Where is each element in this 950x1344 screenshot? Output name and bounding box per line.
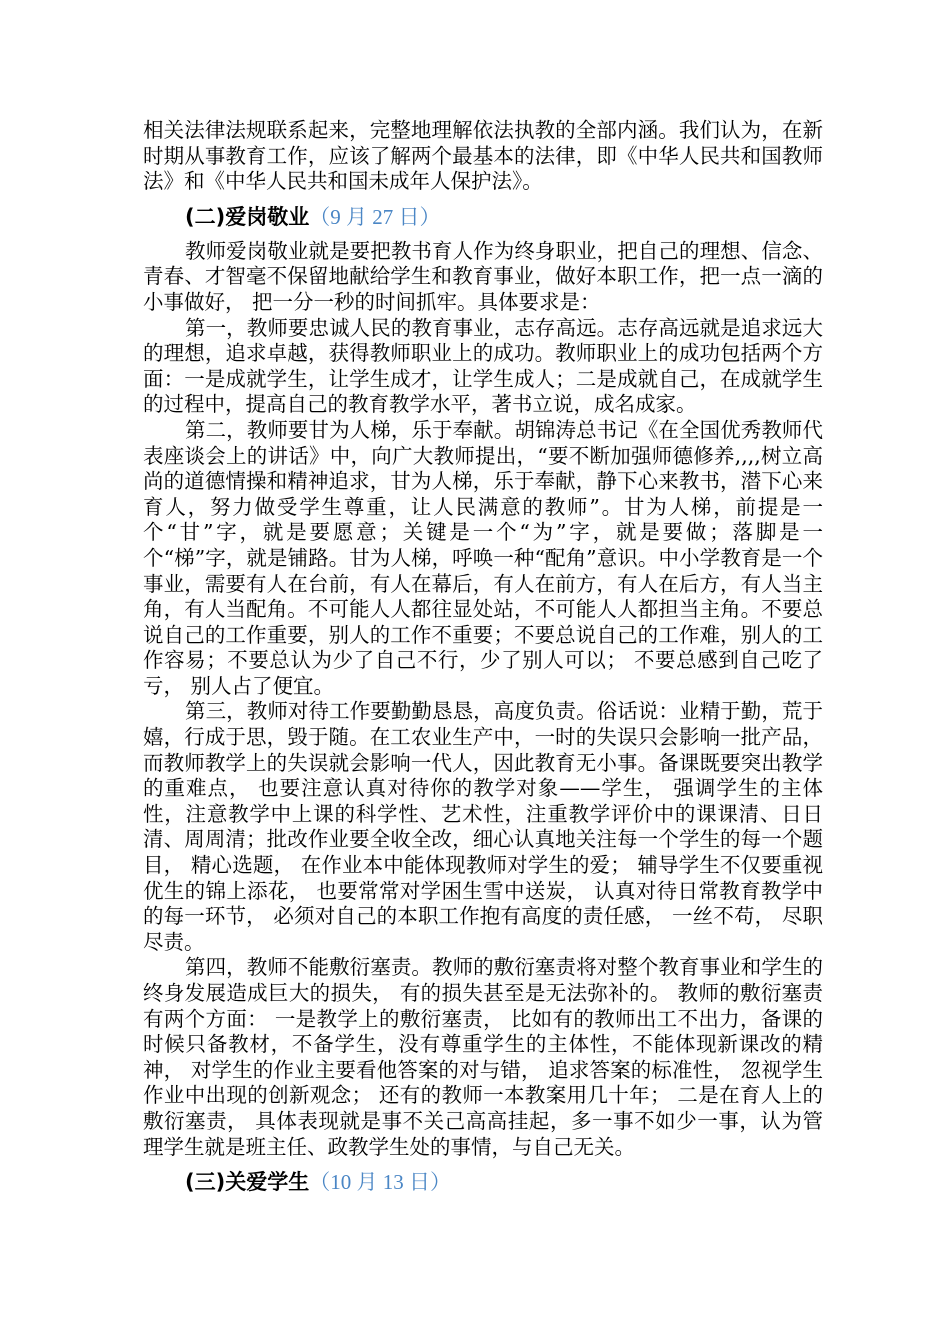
section-2-paragraph-third: 第三，教师对待工作要勤勤恳恳，高度负责。俗话说：业精于勤，荒于嬉，行成于思，毁于随。在工农业生产中，一时的失误只会影响一批产品，而教师教学上的失误就会影响一代人，因此教育无小事。备课既要突出教学的重难点， 也要注意认真对待你的教学对象——学生， 强调学生的主体性，注意教学中上课的科学性、艺术性，注重教学评价中的课课清、日日清、周周清；批改作业要全收全改，细心认真地关注每一个学生的每一个题目， 精心选题， 在作业本中能体现教师对学生的爱； 辅导学生不仅要重视优生的锦上添花， 也要常常对学困生雪中送炭， 认真对待日常教育教学中的每一环节， 必须对自己的本职工作抱有高度的责任感， 一丝不苟， 尽职尽责。: [143, 699, 823, 954]
section-2-paragraph-fourth: 第四，教师不能敷衍塞责。教师的敷衍塞责将对整个教育事业和学生的终身发展造成巨大的损失， 有的损失甚至是无法弥补的。 教师的敷衍塞责有两个方面： 一是教学上的敷衍塞责， 比如有的教师出工不出力，备课的时候只备教材，不备学生，没有尊重学生的主体性，不能体现新课改的精神， 对学生的作业主要看他答案的对与错， 追求答案的标准性， 忽视学生作业中出现的创新观念； 还有的教师一本教案用几十年； 二是在育人上的敷衍塞责， 具体表现就是事不关己高高挂起，多一事不如少一事，认为管理学生就是班主任、政教学生处的事情，与自己无关。: [143, 955, 823, 1159]
section-2-date: （9 月 27 日）: [309, 204, 441, 229]
section-2-paragraph-second: 第二，教师要甘为人梯，乐于奉献。胡锦涛总书记《在全国优秀教师代表座谈会上的讲话》中，向广大教师提出，“要不断加强师德修养,,,,树立高尚的道德情操和精神追求，甘为人梯，乐于奉献，静下心来教书，潜下心来育人，努力做受学生尊重，让人民满意的教师”。甘为人梯，前提是一个“甘”字，就是要愿意；关键是一个“为”字，就是要做；落脚是一个“梯”字，就是铺路。甘为人梯，呼唤一种“配角”意识。中小学教育是一个事业，需要有人在台前，有人在幕后，有人在前方，有人在后方，有人当主角，有人当配角。不可能人人都往显处站，不可能人人都担当主角。不要总说自己的工作重要，别人的工作不重要；不要总说自己的工作难，别人的工作容易；不要总认为少了自己不行，少了别人可以； 不要总感到自己吃了亏， 别人占了便宜。: [143, 417, 823, 698]
section-3-date: （10 月 13 日）: [309, 1170, 451, 1195]
section-2-paragraph-intro: 教师爱岗敬业就是要把教书育人作为终身职业，把自己的理想、信念、青春、才智毫不保留地献给学生和教育事业，做好本职工作，把一点一滴的小事做好， 把一分一秒的时间抓牢。具体要求是：: [143, 238, 823, 314]
section-heading-2: [143, 203, 823, 231]
section-3-title: (三)关爱学生: [185, 1170, 310, 1195]
intro-paragraph: 相关法律法规联系起来，完整地理解依法执教的全部内涵。我们认为，在新时期从事教育工作，应该了解两个最基本的法律，即《中华人民共和国教师法》和《中华人民共和国未成年人保护法》。: [143, 118, 823, 194]
document-page: [143, 118, 823, 1196]
section-2-paragraph-first: 第一，教师要忠诚人民的教育事业，志存高远。志存高远就是追求远大的理想，追求卓越，获得教师职业上的成功。教师职业上的成功包括两个方面：一是成就学生，让学生成才，让学生成人；二是成就自己，在成就学生的过程中，提高自己的教育教学水平，著书立说，成名成家。: [143, 315, 823, 417]
section-2-title: (二)爱岗敬业: [185, 204, 310, 229]
section-heading-3: [143, 1168, 823, 1196]
